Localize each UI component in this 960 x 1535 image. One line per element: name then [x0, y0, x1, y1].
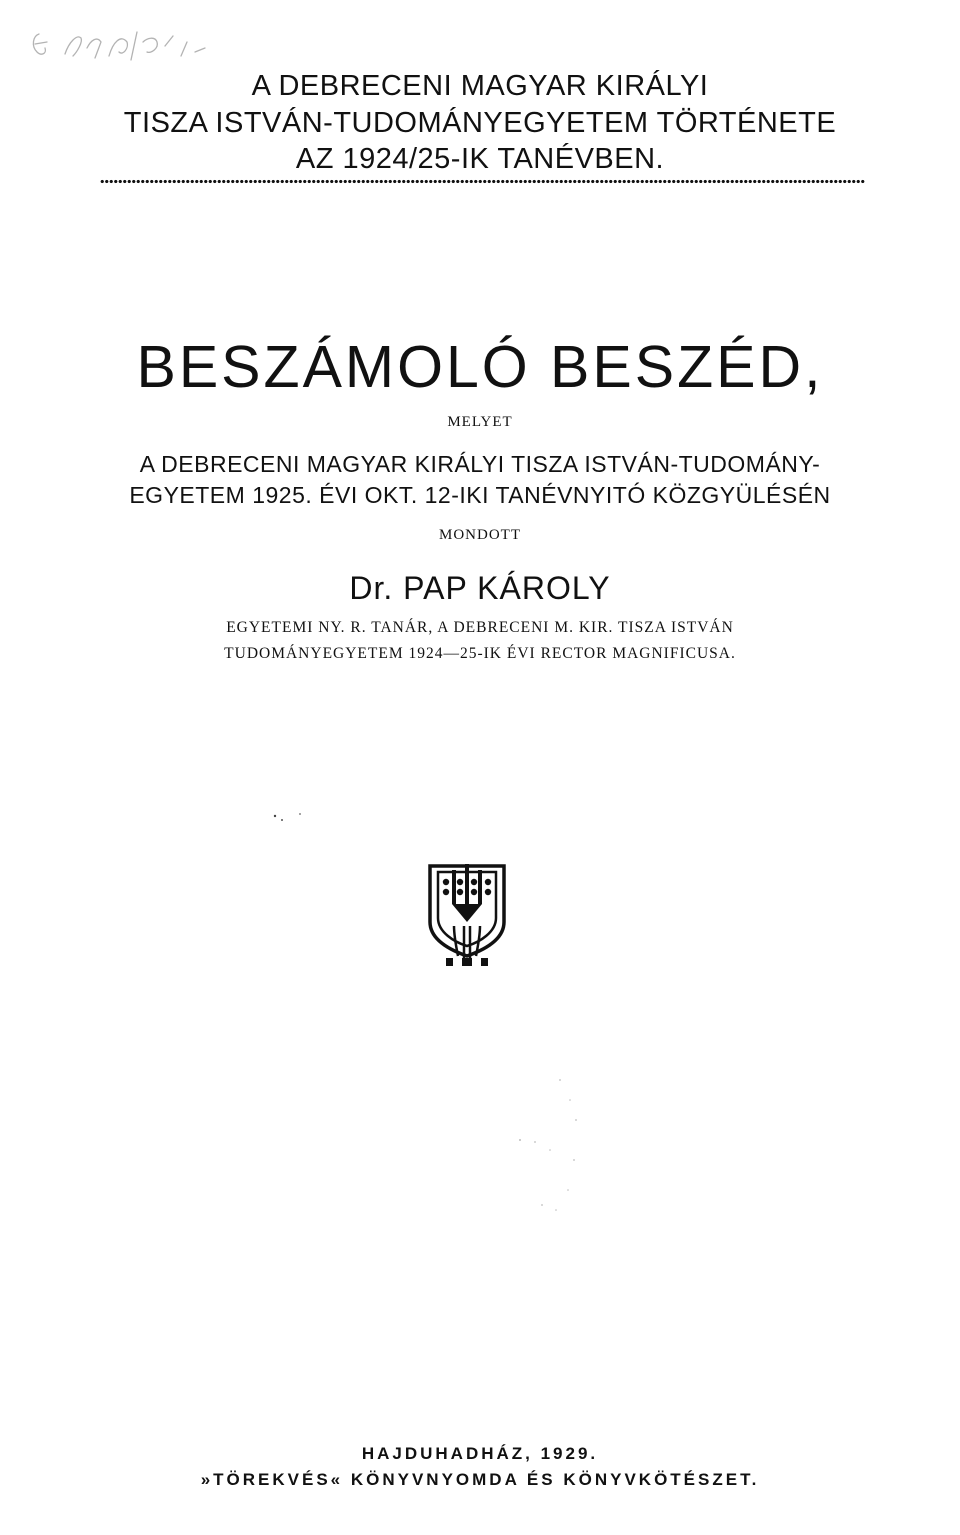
- series-line-1: A DEBRECENI MAGYAR KIRÁLYI: [251, 70, 709, 102]
- author-title-line-2: TUDOMÁNYEGYETEM 1924—25-IK ÉVI RECTOR MAGNIFICUSA.: [224, 645, 736, 662]
- main-title: BESZÁMOLÓ BESZÉD,: [136, 334, 824, 400]
- dotted-divider: [100, 178, 865, 185]
- series-line-2: TISZA ISTVÁN-TUDOMÁNYEGYETEM TÖRTÉNETE: [123, 107, 837, 139]
- mondott-text: MONDOTT: [439, 527, 521, 543]
- author-title-line-1: EGYETEMI NY. R. TANÁR, A DEBRECENI M. KIR. TISZA ISTVÁN: [226, 619, 734, 636]
- paper-smudge-icon: [490, 1060, 600, 1230]
- series-line-3: AZ 1924/25-IK TANÉVBEN.: [295, 143, 665, 175]
- title-line-2: EGYETEM 1925. ÉVI OKT. 12-IKI TANÉVNYITÓ KÖZGYÜLÉSÉN: [129, 482, 831, 508]
- title-line-1: A DEBRECENI MAGYAR KIRÁLYI TISZA ISTVÁN-TUDOMÁNY-: [139, 451, 821, 477]
- pencil-scribble-icon: [25, 12, 225, 72]
- author-name: Dr. PAP KÁROLY: [349, 570, 611, 606]
- ink-speck-icon: [260, 808, 320, 828]
- imprint-printer: »TÖREKVÉS« KÖNYVNYOMDA ÉS KÖNYVKÖTÉSZET.: [200, 1470, 760, 1489]
- imprint-place-year: HAJDUHADHÁZ, 1929.: [361, 1444, 599, 1463]
- melyet-text: MELYET: [447, 414, 513, 430]
- printer-emblem-icon: [424, 860, 510, 968]
